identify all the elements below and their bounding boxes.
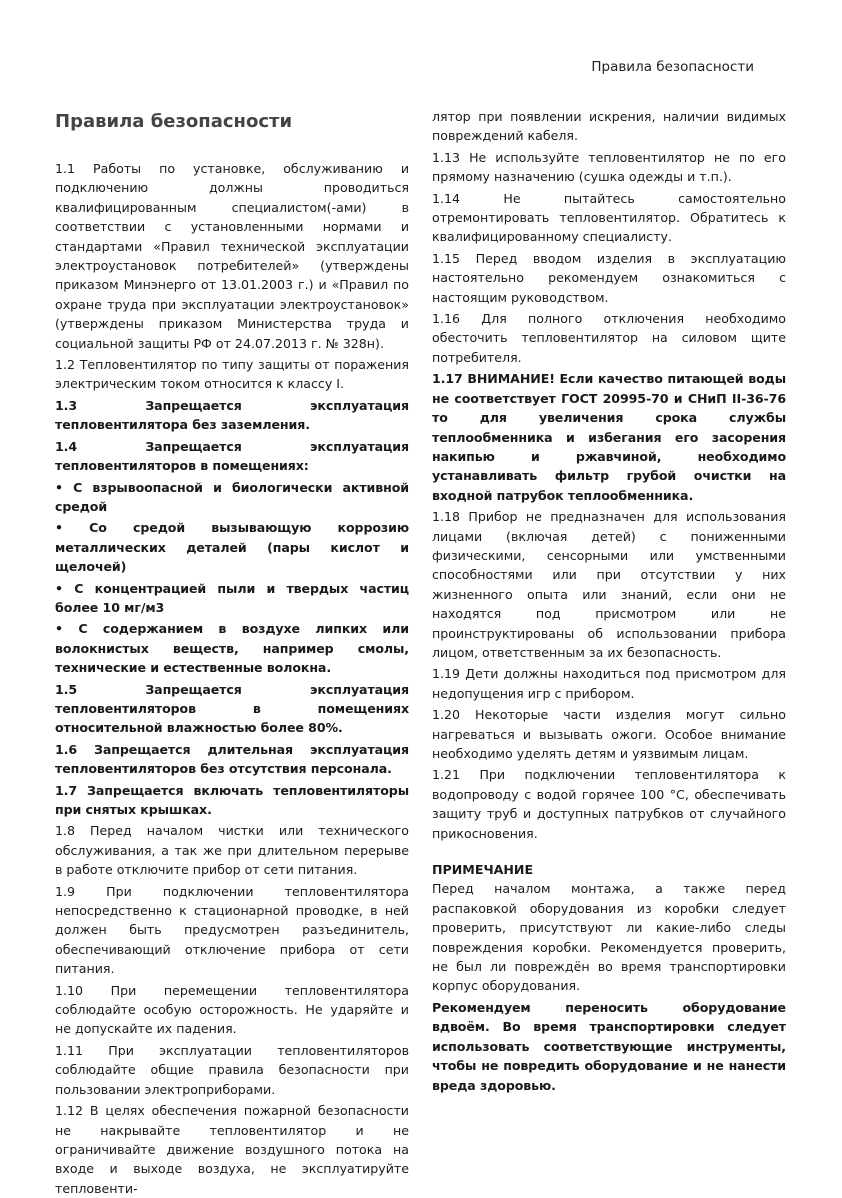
left-column (55, 110, 409, 1198)
left-paragraphs (55, 159, 409, 1198)
paragraph: • Со средой вызывающую коррозию металлических деталей (пары кислот и щелочей) (55, 520, 409, 575)
paragraph: 1.13 Не используйте тепловентилятор не по его прямому назначению (сушка одежды и т.п.). (432, 149, 786, 185)
paragraph: • С содержанием в воздухе липких или волокнистых веществ, например смолы, технические и естественные волокна. (55, 621, 409, 676)
note-bold-text: Рекомендуем переносить оборудование вдвоём. Во время транспортировки следует использовать соответствующие инструменты, чтобы не повредить оборудование и не нанести вреда здоровью. (432, 999, 786, 1093)
paragraph: 1.16 Для полного отключения необходимо обесточить тепловентилятор на силовом щите потребителя. (432, 311, 786, 365)
paragraph: • С концентрацией пыли и твердых частиц более 10 мг/м3 (55, 580, 409, 615)
page-title: Правила безопасности (55, 111, 293, 132)
paragraph: 1.8 Перед началом чистки или технического обслуживания, а так же при длительном перерыве в работе отключите прибор от сети питания. (55, 823, 409, 878)
paragraph: 1.5 Запрещается эксплуатация тепловентиляторов в помещениях относительной влажностью более 80%. (55, 681, 409, 736)
paragraph: 1.1 Работы по установке, обслуживанию и подключению должны проводиться квалифицированным специалистом(-ами) в соответствии с установленными нормами и стандартами «Правил технической эксплуатации электроустановок потребителей» (утверждены приказом Минэнерго от 13.01.2003 г.) и «Правил по охране труда при эксплуатации электроустановок» (утверждены приказом Министерства труда и социальной защиты РФ от 24.07.2013 г. № 328н). (55, 161, 409, 351)
paragraph: 1.20 Некоторые части изделия могут сильно нагреваться и вызывать ожоги. Особое внимание необходимо уделять детям и уязвимым лицам. (432, 707, 786, 761)
paragraph: 1.11 При эксплуатации тепловентиляторов соблюдайте общие правила безопасности при пользовании электроприборами. (55, 1042, 409, 1097)
paragraph: 1.19 Дети должны находиться под присмотром для недопущения игр с прибором. (432, 666, 786, 701)
paragraph: 1.9 При подключении тепловентилятора непосредственно к стационарной проводке, в ней должен быть предусмотрен разъединитель, обеспечивающий отключение прибора от сети питания. (55, 883, 409, 977)
running-header: Правила безопасности (591, 59, 754, 75)
paragraph: 1.15 Перед вводом изделия в эксплуатацию настоятельно рекомендуем ознакомиться с настоящим руководством. (432, 250, 786, 305)
right-column (432, 107, 786, 1095)
note-text: Перед началом монтажа, а также перед распаковкой оборудования из коробки следует проверить, присутствуют ли какие-либо следы повреждения коробки. Рекомендуется проверить, не был ли повреждён во время транспортировки корпус оборудования. (432, 881, 786, 994)
paragraph: 1.3 Запрещается эксплуатация тепловентилятора без заземления. (55, 397, 409, 433)
paragraph: 1.18 Прибор не предназначен для использования лицами (включая детей) с пониженными физическими, сенсорными или умственными способностями или при отсутствии у них жизненного опыта или знаний, если они не находятся под присмотром или не проинструктированы об использовании прибора лицом, ответственным за их безопасность. (432, 509, 786, 660)
paragraph: 1.14 Не пытайтесь самостоятельно отремонтировать тепловентилятор. Обратитесь к квалифицированному специалисту. (432, 190, 786, 245)
paragraph: 1.12 В целях обеспечения пожарной безопасности не накрывайте тепловентилятор и не ограничивайте движение воздушного потока на входе и выходе воздуха, не эксплуатируйте тепловенти- (55, 1103, 409, 1196)
paragraph: 1.2 Тепловентилятор по типу защиты от поражения электрическим током относится к классу I. (55, 357, 409, 392)
paragraph: 1.7 Запрещается включать тепловентиляторы при снятых крышках. (55, 782, 409, 817)
paragraph: 1.6 Запрещается длительная эксплуатация тепловентиляторов без отсутствия персонала. (55, 741, 409, 777)
paragraph: лятор при появлении искрения, наличии видимых повреждений кабеля. (432, 109, 786, 144)
paragraph: 1.4 Запрещается эксплуатация тепловентиляторов в помещениях: (55, 438, 409, 474)
paragraph: 1.10 При перемещении тепловентилятора соблюдайте особую осторожность. Не ударяйте и не допускайте их падения. (55, 982, 409, 1037)
paragraph: 1.17 ВНИМАНИЕ! Если качество питающей воды не соответствует ГОСТ 20995-70 и СНиП II-36-76 то для увеличения срока службы теплообменника и избегания его засорения накипью и ржавчиной, необходимо устанавливать фильтр грубой очистки на входной патрубок теплообменника. (432, 371, 786, 503)
note-title: ПРИМЕЧАНИЕ (432, 862, 534, 878)
paragraph: 1.21 При подключении тепловентилятора к водопроводу с водой горячее 100 °С, обеспечивать защиту труб и доступных патрубков от случайного прикосновения. (432, 767, 786, 841)
paragraph: • С взрывоопасной и биологически активной средой (55, 479, 409, 514)
right-paragraphs (432, 107, 786, 843)
